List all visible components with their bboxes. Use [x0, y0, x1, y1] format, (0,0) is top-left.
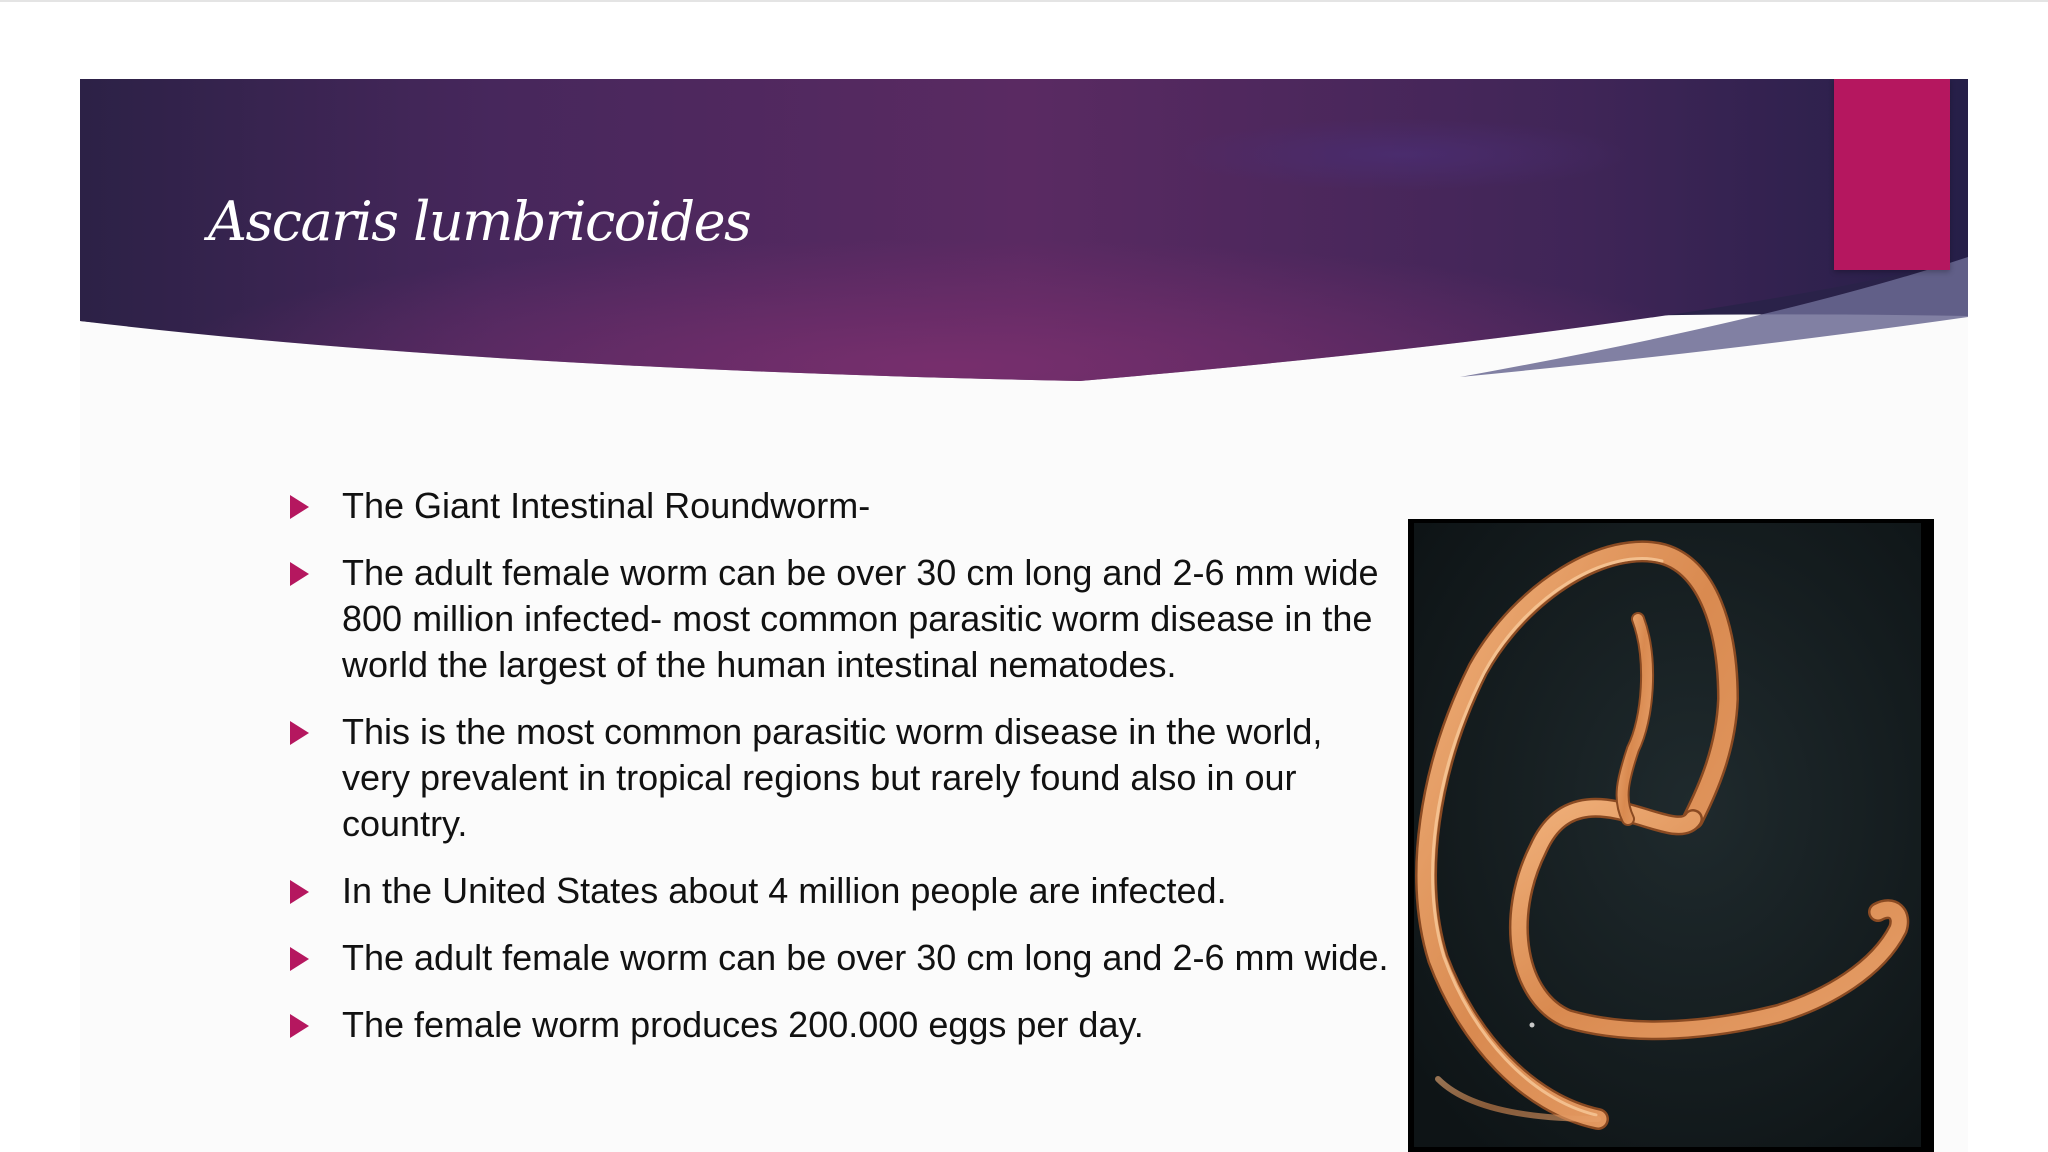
triangle-right-icon [290, 562, 309, 586]
triangle-right-icon [290, 1014, 309, 1038]
bullet-item-1 [290, 483, 1400, 529]
slide-title: Ascaris lumbricoides [208, 190, 751, 253]
slide [80, 79, 1968, 1152]
bullet-text-5: The adult female worm can be over 30 cm long and 2-6 mm wide. [342, 937, 1389, 978]
bullet-text-1: The Giant Intestinal Roundworm- [342, 485, 871, 526]
roundworm-photo [1408, 519, 1934, 1152]
triangle-right-icon [290, 880, 309, 904]
bullet-text-4: In the United States about 4 million people are infected. [342, 870, 1227, 911]
bullet-text-3: This is the most common parasitic worm disease in the world, very prevalent in tropical regions but rarely found also in our country. [342, 711, 1323, 844]
bullet-item-4 [290, 868, 1400, 914]
bullet-list [290, 483, 1400, 1069]
top-rule [0, 0, 2048, 2]
bullet-item-3 [290, 709, 1400, 847]
accent-tab [1834, 79, 1950, 270]
bullet-text-2: The adult female worm can be over 30 cm long and 2-6 mm wide 800 million infected- most common parasitic worm disease in the world the largest of the human intestinal nematodes. [342, 552, 1379, 685]
triangle-right-icon [290, 495, 309, 519]
bullet-text-6: The female worm produces 200.000 eggs per day. [342, 1004, 1144, 1045]
bullet-item-2 [290, 550, 1400, 688]
triangle-right-icon [290, 947, 309, 971]
roundworm-image [1408, 519, 1934, 1152]
bullet-item-5 [290, 935, 1400, 981]
bullet-item-6 [290, 1002, 1400, 1048]
triangle-right-icon [290, 721, 309, 745]
